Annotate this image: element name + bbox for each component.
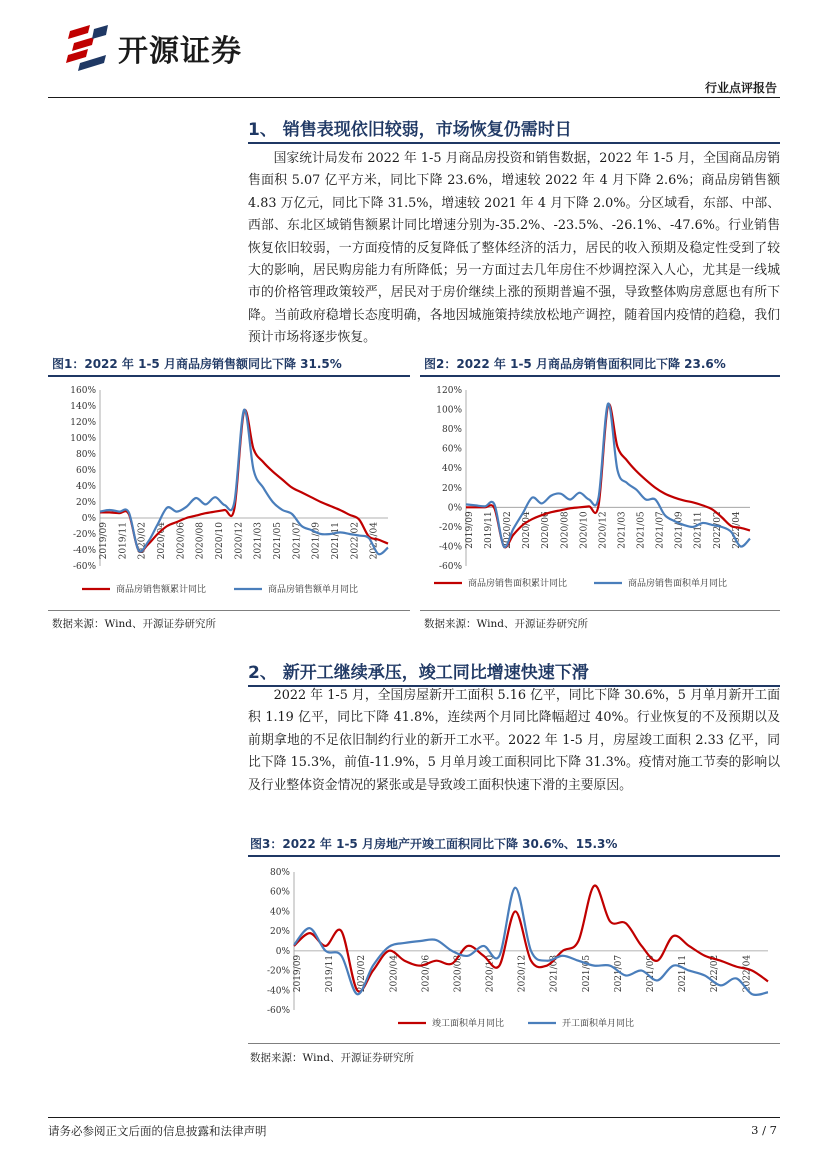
- x-tick-label: 2021/09: [674, 511, 685, 549]
- x-tick-label: 2021/11: [678, 954, 689, 993]
- x-tick-label: 2022/02: [712, 511, 723, 549]
- brand-logo: [66, 24, 242, 72]
- x-tick-label: 2021/07: [613, 954, 624, 993]
- y-tick-label: 100%: [70, 434, 96, 444]
- x-tick-label: 2019/09: [293, 954, 303, 993]
- x-tick-label: 2022/02: [710, 954, 721, 993]
- y-tick-label: 20%: [75, 498, 96, 508]
- y-tick-label: 120%: [436, 386, 462, 396]
- figure2-bottom-line: [420, 610, 780, 611]
- figure2-source: 数据来源：Wind、开源证券研究所: [424, 618, 588, 630]
- figure1-source: 数据来源：Wind、开源证券研究所: [52, 618, 216, 630]
- y-tick-label: 20%: [441, 483, 462, 494]
- brand-name: 开源证券: [118, 34, 242, 69]
- figure1-title-line: [48, 375, 410, 377]
- section2-text: 2022 年 1-5 月，全国房屋新开工面积 5.16 亿平，同比下降 30.6%，5 月单月新开工面积 1.19 亿平，同比下降 41.8%，连续两个月同比降幅超过 40%。行业恢复的不及预期以及前期拿地的不足依旧制约行业的新开工水平。2022 年 1-5 月，房屋竣工面积 2.33 亿平，同比下降 15.3%，前值-11.9%，5 月单月竣工面积同比下降 31.3%。疫情对施工节奏的影响以及行业整体资金情况的紧张或是导致竣工面积快速下滑的主要原因。: [248, 688, 780, 793]
- x-tick-label: 2020/02: [357, 954, 368, 993]
- report-type-label: 行业点评报告: [704, 81, 777, 95]
- x-tick-label: 2020/04: [389, 954, 400, 993]
- section1-text: 国家统计局发布 2022 年 1-5 月商品房投资和销售数据，2022 年 1-5 月，全国商品房销售面积 5.07 亿平方米，同比下降 23.6%，增速较 2022 年 4 月下降 2.6%；商品房销售额 4.83 万亿元，同比下降 31.5%，增速较 2021 年 4 月下降 2.0%。分区域看，东部、中部、西部、东北区域销售额累计同比增速分别为-35.2%、-23.5%、-26.1%、-47.6%。行业销售恢复依旧较弱，一方面疫情的反复降低了整体经济的活力，居民的收入预期及稳定性受到了较大的影响，居民购房能力有所降低；另一方面过去几年房住不炒调控深入人心，尤其是一线城市的价格管理政策较严，居民对于房价继续上涨的预期普遍不强，导致整体购房意愿也有所下降。当前政府稳增长态度明确，各地因城施策持续放松地产调控，随着国内疫情的趋稳，我们预计市场将逐步恢复。: [248, 151, 780, 346]
- footer-divider: [48, 1117, 780, 1118]
- x-tick-label: 2022/04: [369, 522, 380, 560]
- y-tick-label: 80%: [441, 425, 462, 436]
- y-tick-label: 80%: [75, 450, 96, 460]
- y-tick-label: 40%: [75, 482, 96, 492]
- figure3-title-line: [248, 855, 780, 857]
- x-tick-label: 2022/02: [350, 522, 361, 560]
- x-tick-label: 2020/02: [503, 511, 514, 549]
- y-tick-label: 60%: [441, 444, 462, 455]
- x-tick-label: 2021/07: [292, 522, 303, 560]
- x-tick-label: 2020/06: [421, 954, 432, 993]
- y-tick-label: 40%: [441, 464, 462, 475]
- y-tick-label: -20%: [72, 530, 96, 540]
- y-tick-label: 60%: [75, 466, 96, 476]
- x-tick-label: 2022/04: [742, 954, 753, 993]
- section1-underline: [248, 142, 780, 144]
- x-tick-label: 2021/05: [273, 522, 284, 560]
- figure1-title: 图1：2022 年 1-5 月商品房销售额同比下降 31.5%: [52, 357, 342, 371]
- y-tick-label: -40%: [438, 542, 462, 553]
- legend-label: 商品房销售额单月同比: [268, 585, 359, 595]
- x-tick-label: 2019/09: [465, 511, 475, 549]
- figure3-title: 图3：2022 年 1-5 月房地产开竣工面积同比下降 30.6%、15.3%: [250, 837, 618, 851]
- x-tick-label: 2021/11: [331, 522, 342, 560]
- x-tick-label: 2021/03: [617, 511, 628, 549]
- figure3-chart: [248, 860, 780, 1042]
- figure2-title: 图2：2022 年 1-5 月商品房销售面积同比下降 23.6%: [424, 357, 726, 371]
- y-tick-label: 40%: [269, 907, 290, 918]
- figure2-chart: [420, 380, 780, 610]
- figure3-svg: [248, 860, 780, 1042]
- y-tick-label: 0%: [81, 514, 96, 524]
- x-tick-label: 2021/09: [646, 954, 657, 993]
- figure3-bottom-line: [248, 1043, 780, 1044]
- x-tick-label: 2019/09: [99, 522, 109, 560]
- x-tick-label: 2021/07: [655, 511, 666, 549]
- y-tick-label: 120%: [70, 418, 96, 428]
- x-tick-label: 2020/04: [522, 511, 533, 549]
- y-tick-label: 20%: [269, 927, 290, 938]
- x-tick-label: 2019/11: [484, 511, 495, 549]
- x-tick-label: 2020/12: [517, 954, 528, 993]
- section1-title: 1、 销售表现依旧较弱，市场恢复仍需时日: [248, 120, 572, 140]
- x-tick-label: 2021/11: [693, 511, 704, 549]
- figure1-bottom-line: [48, 610, 410, 611]
- x-tick-label: 2019/11: [325, 954, 336, 993]
- x-tick-label: 2020/08: [560, 511, 571, 549]
- legend-label: 竣工面积单月同比: [432, 1019, 505, 1029]
- figure2-title-line: [420, 375, 780, 377]
- x-tick-label: 2021/09: [311, 522, 322, 560]
- legend-label: 商品房销售面积累计同比: [468, 579, 568, 589]
- figure1-svg: [48, 380, 410, 610]
- legend-label: 商品房销售额累计同比: [116, 585, 207, 595]
- x-tick-label: 2021/05: [581, 954, 592, 993]
- footer-disclaimer: 请务必参阅正文后面的信息披露和法律声明: [48, 1124, 267, 1138]
- legend-label: 开工面积单月同比: [562, 1019, 635, 1029]
- x-tick-label: 2020/04: [157, 522, 168, 560]
- y-tick-label: 0%: [275, 946, 290, 957]
- x-tick-label: 2020/10: [485, 954, 496, 993]
- y-tick-label: 80%: [269, 868, 290, 878]
- y-tick-label: -40%: [266, 986, 290, 997]
- x-tick-label: 2021/03: [549, 954, 560, 993]
- x-tick-label: 2020/10: [579, 511, 590, 549]
- brand-logo-icon: [66, 25, 110, 71]
- y-tick-label: -20%: [438, 522, 462, 533]
- header-divider: [48, 97, 780, 98]
- x-tick-label: 2020/06: [541, 511, 552, 549]
- section1-paragraph: [248, 148, 780, 350]
- x-tick-label: 2020/10: [215, 522, 226, 560]
- x-tick-label: 2019/11: [118, 522, 129, 560]
- x-tick-label: 2020/08: [195, 522, 206, 560]
- y-tick-label: 60%: [269, 887, 290, 898]
- section2-paragraph: [248, 685, 780, 797]
- x-tick-label: 2020/12: [234, 522, 245, 560]
- y-tick-label: -40%: [72, 546, 96, 556]
- figure1-chart: [48, 380, 410, 610]
- x-tick-label: 2020/08: [453, 954, 464, 993]
- x-tick-label: 2020/06: [176, 522, 187, 560]
- section2-title: 2、 新开工继续承压，竣工同比增速快速下滑: [248, 663, 589, 683]
- x-tick-label: 2022/04: [731, 511, 742, 549]
- y-tick-label: -60%: [266, 1006, 290, 1016]
- y-tick-label: 140%: [70, 402, 96, 412]
- y-tick-label: 0%: [447, 503, 462, 514]
- y-tick-label: 160%: [70, 386, 96, 396]
- y-tick-label: -60%: [72, 562, 96, 572]
- figure3-source: 数据来源：Wind、开源证券研究所: [250, 1052, 414, 1064]
- x-tick-label: 2020/12: [598, 511, 609, 549]
- y-tick-label: 100%: [436, 405, 462, 416]
- legend-label: 商品房销售面积单月同比: [628, 579, 728, 589]
- figure2-svg: [420, 380, 780, 610]
- x-tick-label: 2021/05: [636, 511, 647, 549]
- x-tick-label: 2021/03: [253, 522, 264, 560]
- page-number: 3 / 7: [751, 1123, 777, 1137]
- x-tick-label: 2020/02: [137, 522, 148, 560]
- y-tick-label: -60%: [438, 562, 462, 572]
- y-tick-label: -20%: [266, 966, 290, 977]
